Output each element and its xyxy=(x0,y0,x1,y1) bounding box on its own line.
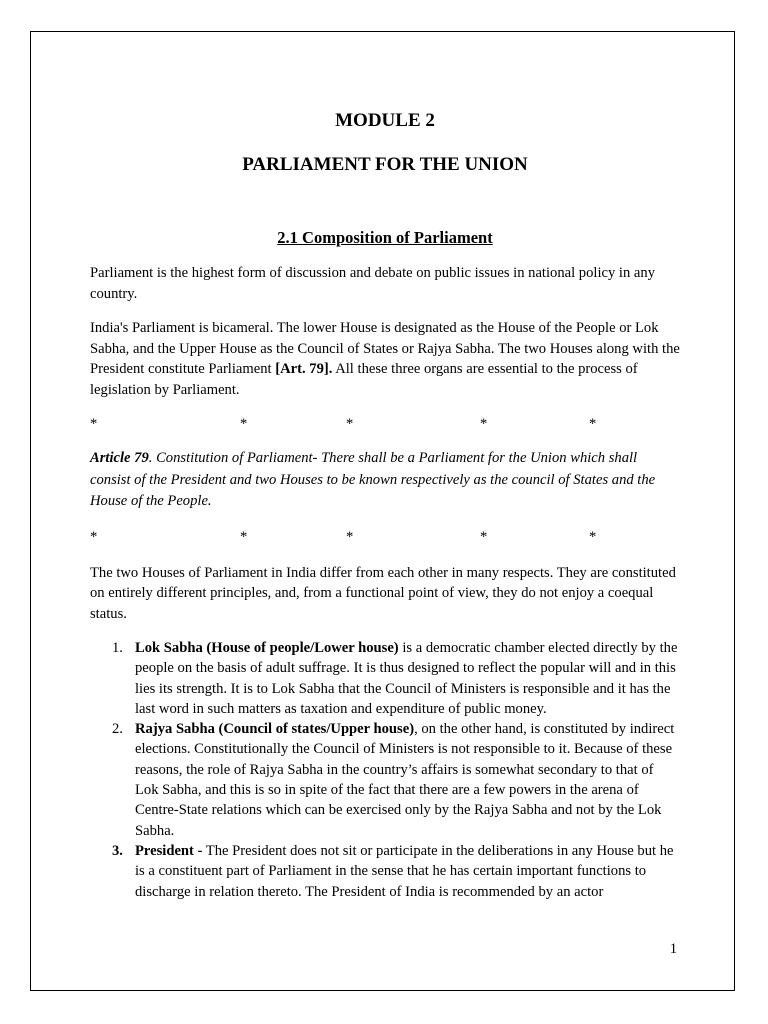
separator-star: * xyxy=(240,528,248,545)
article-text: . Constitution of Parliament- There shall be a Parliament for the Union which shall consist of the President and two Houses to be known respectively as the council of States and the House of the People. xyxy=(90,450,656,509)
separator-star: * xyxy=(480,416,488,432)
module-heading: MODULE 2 xyxy=(335,110,435,131)
intro-paragraph: Parliament is the highest form of discussion and debate on public issues in national policy in any country. xyxy=(90,265,656,302)
list-number: 2. xyxy=(112,721,123,738)
separator-star: * xyxy=(589,528,597,545)
list-item-term: Lok Sabha (House of people/Lower house) xyxy=(135,640,399,656)
list-item-text: , on the other hand, is constituted by indirect elections. Constitutionally the Council of Ministers is not responsible to it. Because of these reasons, the role of Rajya Sabha in the country’s affairs is somewhat secondary to that of Lok Sabha, and this is so in spite of the fact that there are a few powers in the arena of Centre-State relations which can be exercised only by the Rajya Sabha and not by the Lok Sabha. xyxy=(135,721,675,839)
article-label: Article 79 xyxy=(90,450,149,466)
list-item xyxy=(90,719,680,841)
list-item xyxy=(90,841,680,902)
document-page xyxy=(30,31,735,991)
houses-paragraph: The two Houses of Parliament in India differ from each other in many respects. They are constituted on entirely different principles, and, from a functional point of view, they do not enjoy a coequal status. xyxy=(90,564,676,622)
list-item-term: Rajya Sabha (Council of states/Upper house) xyxy=(135,721,415,738)
separator-star: * xyxy=(589,416,597,432)
list-item-text: The President does not sit or participate in the deliberations in any House but he is a constituent part of Parliament in the sense that he has certain important functions to discharge in relation thereto. The President of India is recommended by an actor xyxy=(135,842,674,900)
page-content xyxy=(90,109,680,902)
bicameral-text-end: All these three organs are essential to the process of legislation by Parliament. xyxy=(90,361,638,398)
list-item-term: President - xyxy=(135,842,203,859)
bicameral-paragraph xyxy=(90,318,680,400)
separator-star: * xyxy=(346,528,354,545)
separator-star: * xyxy=(240,416,248,432)
separator-star: * xyxy=(480,528,488,545)
article-quote xyxy=(90,448,680,513)
separator-stars xyxy=(90,527,680,547)
list-item xyxy=(90,638,680,719)
bicameral-text-start: India's Parliament is bicameral. The lower House is designated as the House of the People or Lok Sabha, and the Upper House as the Council of States or Rajya Sabha. The two Houses along with the President constitute Parliament xyxy=(90,320,680,377)
separator-star: * xyxy=(90,416,98,432)
article-reference: [Art. 79]. xyxy=(275,361,333,377)
numbered-list xyxy=(90,638,680,902)
list-item-text: is a democratic chamber elected directly by the people on the basis of adult suffrage. It is thus designed to reflect the popular will and in this lies its strength. It is to Lok Sabha that the Council of Ministers is responsible and it has the last word in such matters as taxation and expenditure of public money. xyxy=(135,640,678,717)
list-number: 3. xyxy=(112,842,123,859)
separator-stars xyxy=(90,414,680,434)
list-number: 1. xyxy=(112,640,123,656)
separator-star: * xyxy=(346,416,354,432)
page-title: PARLIAMENT FOR THE UNION xyxy=(242,154,528,175)
page-number: 1 xyxy=(669,941,677,957)
separator-star: * xyxy=(90,528,98,545)
section-heading: 2.1 Composition of Parliament xyxy=(277,228,493,247)
